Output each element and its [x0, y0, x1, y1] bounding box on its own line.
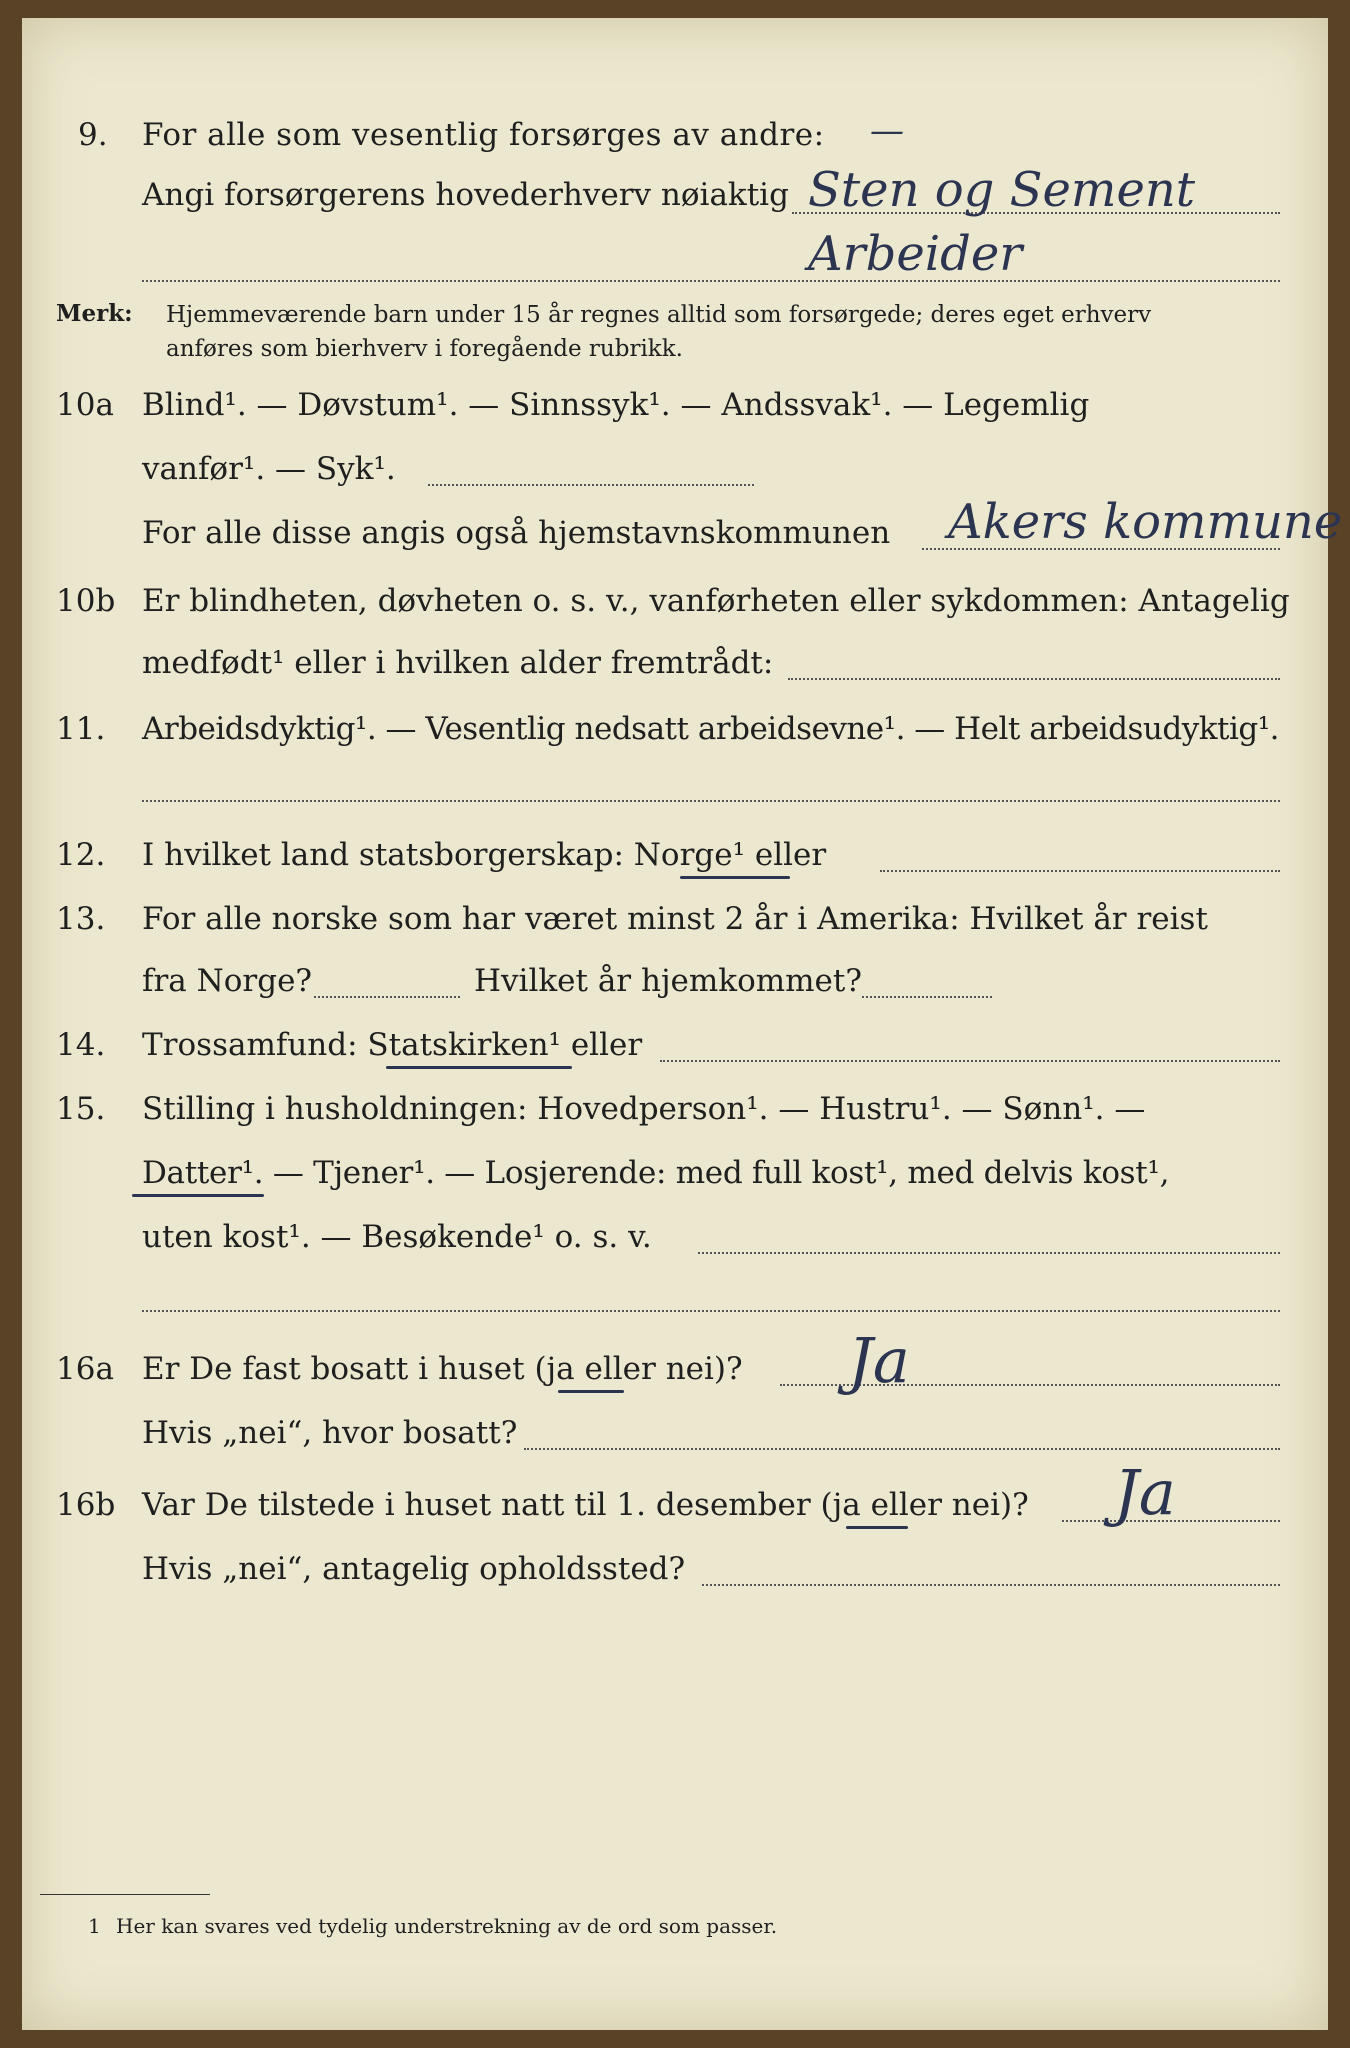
- q13-dotted-line-1: [314, 996, 460, 998]
- q13-dotted-line-2: [862, 996, 992, 998]
- q15-line3: uten kost¹. — Besøkende¹ o. s. v.: [142, 1219, 652, 1255]
- q16b-line2: Hvis „nei“, antagelig opholdssted?: [142, 1551, 686, 1587]
- q16b-dotted-line-2: [702, 1584, 1280, 1586]
- q13-line2a: fra Norge?: [142, 963, 313, 999]
- q10a-number: 10a: [56, 387, 114, 423]
- q15-dotted-line-2: [142, 1310, 1280, 1312]
- q12-norge-underline: [680, 876, 790, 879]
- q10a-line2: vanfør¹. — Syk¹.: [142, 451, 396, 487]
- q15-line1: Stilling i husholdningen: Hovedperson¹. — Hustru¹. — Sønn¹. —: [142, 1091, 1146, 1127]
- q16b-handwritten-answer: Ja: [1114, 1456, 1176, 1529]
- q9-handwritten-answer-2: Arbeider: [808, 226, 1023, 282]
- merk-line1: Hjemmeværende barn under 15 år regnes alltid som forsørgede; deres eget erhverv: [166, 302, 1152, 328]
- q16b-ja-underline: [846, 1526, 908, 1529]
- q9-line1-answer: —: [870, 111, 904, 151]
- q9-line2: Angi forsørgerens hovederhverv nøiaktig: [142, 177, 789, 213]
- q16b-number: 16b: [56, 1487, 116, 1523]
- q10b-line1: Er blindheten, døvheten o. s. v., vanførheten eller sykdommen: Antagelig: [142, 583, 1290, 619]
- q14-line1: Trossamfund: Statskirken¹ eller: [142, 1027, 643, 1063]
- q15-line2: Datter¹. — Tjener¹. — Losjerende: med full kost¹, med delvis kost¹,: [142, 1155, 1170, 1191]
- q13-line2b: Hvilket år hjemkommet?: [474, 963, 862, 999]
- q14-number: 14.: [56, 1027, 106, 1063]
- q10b-line2: medfødt¹ eller i hvilken alder fremtrådt:: [142, 645, 774, 681]
- q16a-number: 16a: [56, 1351, 114, 1387]
- footnote-rule: [40, 1894, 210, 1895]
- q12-number: 12.: [56, 837, 106, 873]
- q16a-line1: Er De fast bosatt i huset (ja eller nei)?: [142, 1351, 743, 1387]
- q10a-line3: For alle disse angis også hjemstavnskommunen: [142, 515, 891, 551]
- q10a-dotted-line-1: [428, 484, 754, 486]
- q16a-handwritten-answer: Ja: [848, 1324, 910, 1397]
- q14-statskirken-underline: [386, 1066, 572, 1069]
- q13-line1: For alle norske som har været minst 2 år i Amerika: Hvilket år reist: [142, 901, 1208, 937]
- q13-number: 13.: [56, 901, 106, 937]
- q16a-line2: Hvis „nei“, hvor bosatt?: [142, 1415, 518, 1451]
- q10b-number: 10b: [56, 583, 116, 619]
- q10a-handwritten-answer: Akers kommune: [948, 494, 1343, 550]
- q15-dotted-line-1: [698, 1252, 1280, 1254]
- q11-number: 11.: [56, 711, 106, 747]
- q10a-line1: Blind¹. — Døvstum¹. — Sinnssyk¹. — Andssvak¹. — Legemlig: [142, 387, 1090, 423]
- merk-line2: anføres som bierhverv i foregående rubrikk.: [166, 336, 683, 362]
- q16a-ja-underline: [558, 1390, 624, 1393]
- q11-line1: Arbeidsdyktig¹. — Vesentlig nedsatt arbeidsevne¹. — Helt arbeidsudyktig¹.: [142, 711, 1280, 747]
- q15-datter-underline: [132, 1194, 264, 1197]
- q14-dotted-line: [660, 1060, 1280, 1062]
- q9-handwritten-answer-1: Sten og Sement: [808, 162, 1196, 218]
- q16a-dotted-line-2: [524, 1448, 1280, 1450]
- q16b-line1: Var De tilstede i huset natt til 1. desember (ja eller nei)?: [142, 1487, 1029, 1523]
- footnote-mark: 1: [88, 1914, 101, 1938]
- census-form-page: [22, 18, 1343, 2030]
- q10b-dotted-line: [788, 678, 1280, 680]
- q9-line1: For alle som vesentlig forsørges av andre:: [142, 117, 825, 153]
- q15-number: 15.: [56, 1091, 106, 1127]
- q9-number: 9.: [78, 117, 108, 153]
- q11-dotted-line: [142, 800, 1280, 802]
- q9-dotted-line-2: [142, 280, 1280, 282]
- footnote-text: Her kan svares ved tydelig understrekning av de ord som passer.: [116, 1914, 778, 1938]
- q12-dotted-line: [880, 870, 1280, 872]
- q12-line1: I hvilket land statsborgerskap: Norge¹ eller: [142, 837, 827, 873]
- merk-label: Merk:: [56, 300, 133, 327]
